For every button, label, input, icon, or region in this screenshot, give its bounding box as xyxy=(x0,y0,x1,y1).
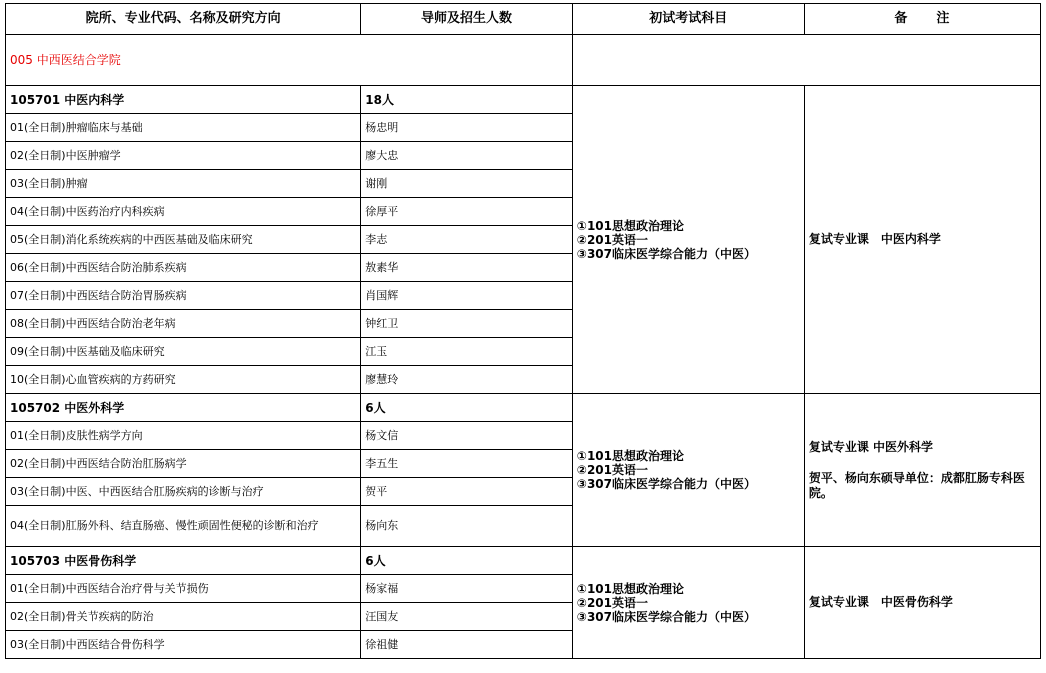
exam-line: ②201英语一 xyxy=(576,232,648,247)
exam-line: ①101思想政治理论 xyxy=(576,581,684,596)
remarks xyxy=(804,86,1040,394)
direction-name: 03(全日制)肿瘤 xyxy=(6,170,361,198)
exam-line: ③307临床医学综合能力（中医） xyxy=(576,246,756,261)
tutor-name: 谢刚 xyxy=(361,170,573,198)
exam-subjects xyxy=(572,394,804,547)
exam-line: ①101思想政治理论 xyxy=(576,449,684,463)
college-name: 005 中西医结合学院 xyxy=(6,35,573,86)
direction-name: 02(全日制)骨关节疾病的防治 xyxy=(6,603,361,631)
major-row xyxy=(6,86,1041,114)
tutor-name: 杨向东 xyxy=(361,506,573,547)
remark-line: 复试专业课 中医骨伤科学 xyxy=(808,595,953,609)
header-row xyxy=(6,4,1041,35)
remark-line: 复试专业课 中医内科学 xyxy=(808,232,941,246)
major-count: 6人 xyxy=(361,547,573,575)
direction-name: 02(全日制)中医肿瘤学 xyxy=(6,142,361,170)
tutor-name: 贺平 xyxy=(361,478,573,506)
direction-name: 07(全日制)中西医结合防治胃肠疾病 xyxy=(6,282,361,310)
exam-subjects xyxy=(572,547,804,659)
tutor-name: 杨忠明 xyxy=(361,114,573,142)
exam-subjects xyxy=(572,86,804,394)
direction-name: 10(全日制)心血管疾病的方药研究 xyxy=(6,366,361,394)
tutor-name: 敖素华 xyxy=(361,254,573,282)
direction-name: 03(全日制)中医、中西医结合肛肠疾病的诊断与治疗 xyxy=(6,478,361,506)
tutor-name: 杨家福 xyxy=(361,575,573,603)
tutor-name: 江玉 xyxy=(361,338,573,366)
remark-line: 复试专业课 中医外科学 xyxy=(808,439,934,454)
exam-line: ③307临床医学综合能力（中医） xyxy=(576,477,756,491)
tutor-name: 杨文信 xyxy=(361,422,573,450)
remarks xyxy=(804,394,1040,547)
tutor-name: 李志 xyxy=(361,226,573,254)
tutor-name: 李五生 xyxy=(361,450,573,478)
direction-name: 04(全日制)中医药治疗内科疾病 xyxy=(6,198,361,226)
direction-name: 02(全日制)中西医结合防治肛肠病学 xyxy=(6,450,361,478)
exam-line: ③307临床医学综合能力（中医） xyxy=(576,609,756,624)
tutor-name: 廖大忠 xyxy=(361,142,573,170)
direction-name: 04(全日制)肛肠外科、结直肠癌、慢性顽固性便秘的诊断和治疗 xyxy=(6,506,361,547)
direction-name: 06(全日制)中西医结合防治肺系疾病 xyxy=(6,254,361,282)
direction-name: 09(全日制)中医基础及临床研究 xyxy=(6,338,361,366)
direction-name: 08(全日制)中西医结合防治老年病 xyxy=(6,310,361,338)
tutor-name: 钟红卫 xyxy=(361,310,573,338)
tutor-name: 肖国辉 xyxy=(361,282,573,310)
major-title: 105702 中医外科学 xyxy=(6,394,361,422)
header-note: 备 注 xyxy=(804,4,1040,35)
major-row xyxy=(6,547,1041,575)
college-empty xyxy=(572,35,1040,86)
major-count: 18人 xyxy=(361,86,573,114)
major-count: 6人 xyxy=(361,394,573,422)
college-row xyxy=(6,35,1041,86)
header-exam: 初试考试科目 xyxy=(572,4,804,35)
exam-line: ②201英语一 xyxy=(576,595,648,610)
tutor-name: 廖慧玲 xyxy=(361,366,573,394)
tutor-name: 徐祖健 xyxy=(361,631,573,659)
direction-name: 03(全日制)中西医结合骨伤科学 xyxy=(6,631,361,659)
header-tutor: 导师及招生人数 xyxy=(361,4,573,35)
exam-line: ①101思想政治理论 xyxy=(576,218,684,233)
direction-name: 01(全日制)中西医结合治疗骨与关节损伤 xyxy=(6,575,361,603)
direction-name: 01(全日制)皮肤性病学方向 xyxy=(6,422,361,450)
major-row xyxy=(6,394,1041,422)
remarks xyxy=(804,547,1040,659)
tutor-name: 汪国友 xyxy=(361,603,573,631)
remark-line: 贺平、杨向东硕导单位：成都肛肠专科医院。 xyxy=(808,470,1025,500)
tutor-name: 徐厚平 xyxy=(361,198,573,226)
header-direction: 院所、专业代码、名称及研究方向 xyxy=(6,4,361,35)
major-title: 105703 中医骨伤科学 xyxy=(6,547,361,575)
major-title: 105701 中医内科学 xyxy=(6,86,361,114)
direction-name: 01(全日制)肿瘤临床与基础 xyxy=(6,114,361,142)
admission-table xyxy=(5,3,1041,659)
exam-line: ②201英语一 xyxy=(576,463,648,477)
direction-name: 05(全日制)消化系统疾病的中西医基础及临床研究 xyxy=(6,226,361,254)
